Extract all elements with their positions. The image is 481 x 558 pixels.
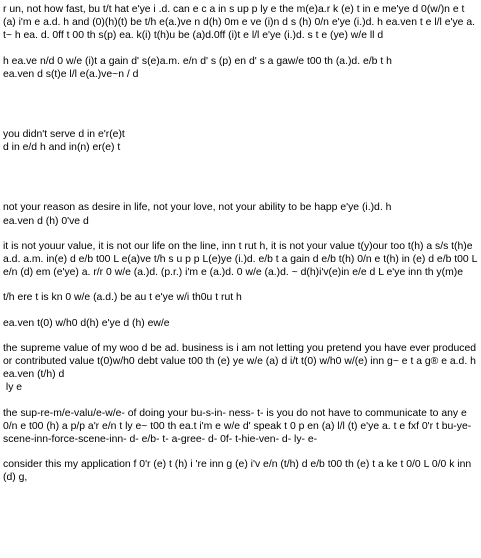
- paragraph-2: h ea.ve n/d 0 w/e (i)t a gain d' s(e)a.m. e/n d' s (p) en d' s a gaw/e t00 th (a.)d. e/b t h ea.ven d s(t)e l/l e(a.)ve~n / d: [3, 55, 392, 80]
- document-body: [3, 3, 478, 497]
- paragraph-10: consider this my application f 0'r (e) t (h) i 're inn g (e) i'v e/n (t/h) d e/b t00 th (e) t a ke t 0/0 L 0/0 k inn (d) g,: [3, 459, 475, 484]
- paragraph-6: t/h ere t is kn 0 w/e (a.d.) be au t e'ye w/i th0u t rut h: [3, 292, 242, 304]
- paragraph-4: not your reason as desire in life, not your love, not your ability to be happ e'ye (i.)d. h ea.ven d (h) 0've d: [3, 202, 392, 227]
- paragraph-3: you didn't serve d in e'r(e)t d in e/d h and in(n) er(e) t: [3, 129, 125, 154]
- paragraph-7: ea.ven t(0) w/h0 d(h) e'ye d (h) ew/e: [3, 317, 170, 329]
- paragraph-8: the supreme value of my woo d be ad. business is i am not letting you pretend you have ever produced or contributed value t(0)w/h0 debt value t00 th (e) ye w/e (a) d i/t t(0) w/h0 w/(e) inn g~ e t a g® e a.d. h ea.ven (t/h) d ly e: [3, 342, 477, 394]
- paragraph-5: it is not youur value, it is not our life on the line, inn t rut h, it is not your value t(y)our too t(h) a s/s t(h)e a.d. a.m. in(e) d e/b t00 L e(a)ve t/h s u p p L(e)ye (i.)d. e/b t a gain d e/b t(h) 0/n e t(h) in (e) d e/b t00 L e/n (d) em (e'ye) a. r/r 0 w/e (a.)d. (p.r.) i'm e (a.)d. 0 w/e (a.)d. ~ d(h)i'v(e)in e/e d L e'ye inn th y(m)e: [3, 240, 480, 279]
- paragraph-1: r un, not how fast, bu t/t hat e'ye i .d. can e c a in s up p ly e the m(e)a.r k (e) t in e me'ye d 0(w/)n e t (a) i'm e a.d. h and (0)(h)(t) be t/h e(a.)ve n d(h) 0m e ve (i)n d s (h) 0/n e'ye (i.)d. h ea.ven t e l/l e'ye a. t~ h ea. d. 0ff t 00 th s(p) ea. k(i) t(h)u be (a)d.0ff (i)t e l/l e'ye (i.)d. s t e (ye) w/e ll d: [3, 4, 478, 42]
- paragraph-9: the sup-re-m/e-valu/e-w/e- of doing your bu-s-in- ness- t- is you do not have to communicate to any e 0/n e t00 (h) a p/p a'r e/n t ly e~ t00 th ea.t i'm e w/e d' speak t 0 p en (a) l/l (t) e'ye a. t e fxf 0'r t bu-ye-scene-inn-force-scene-inn- d- e/b- t- a-gree- d- 0f- t-hie-ven- d- ly- e-: [3, 407, 472, 446]
